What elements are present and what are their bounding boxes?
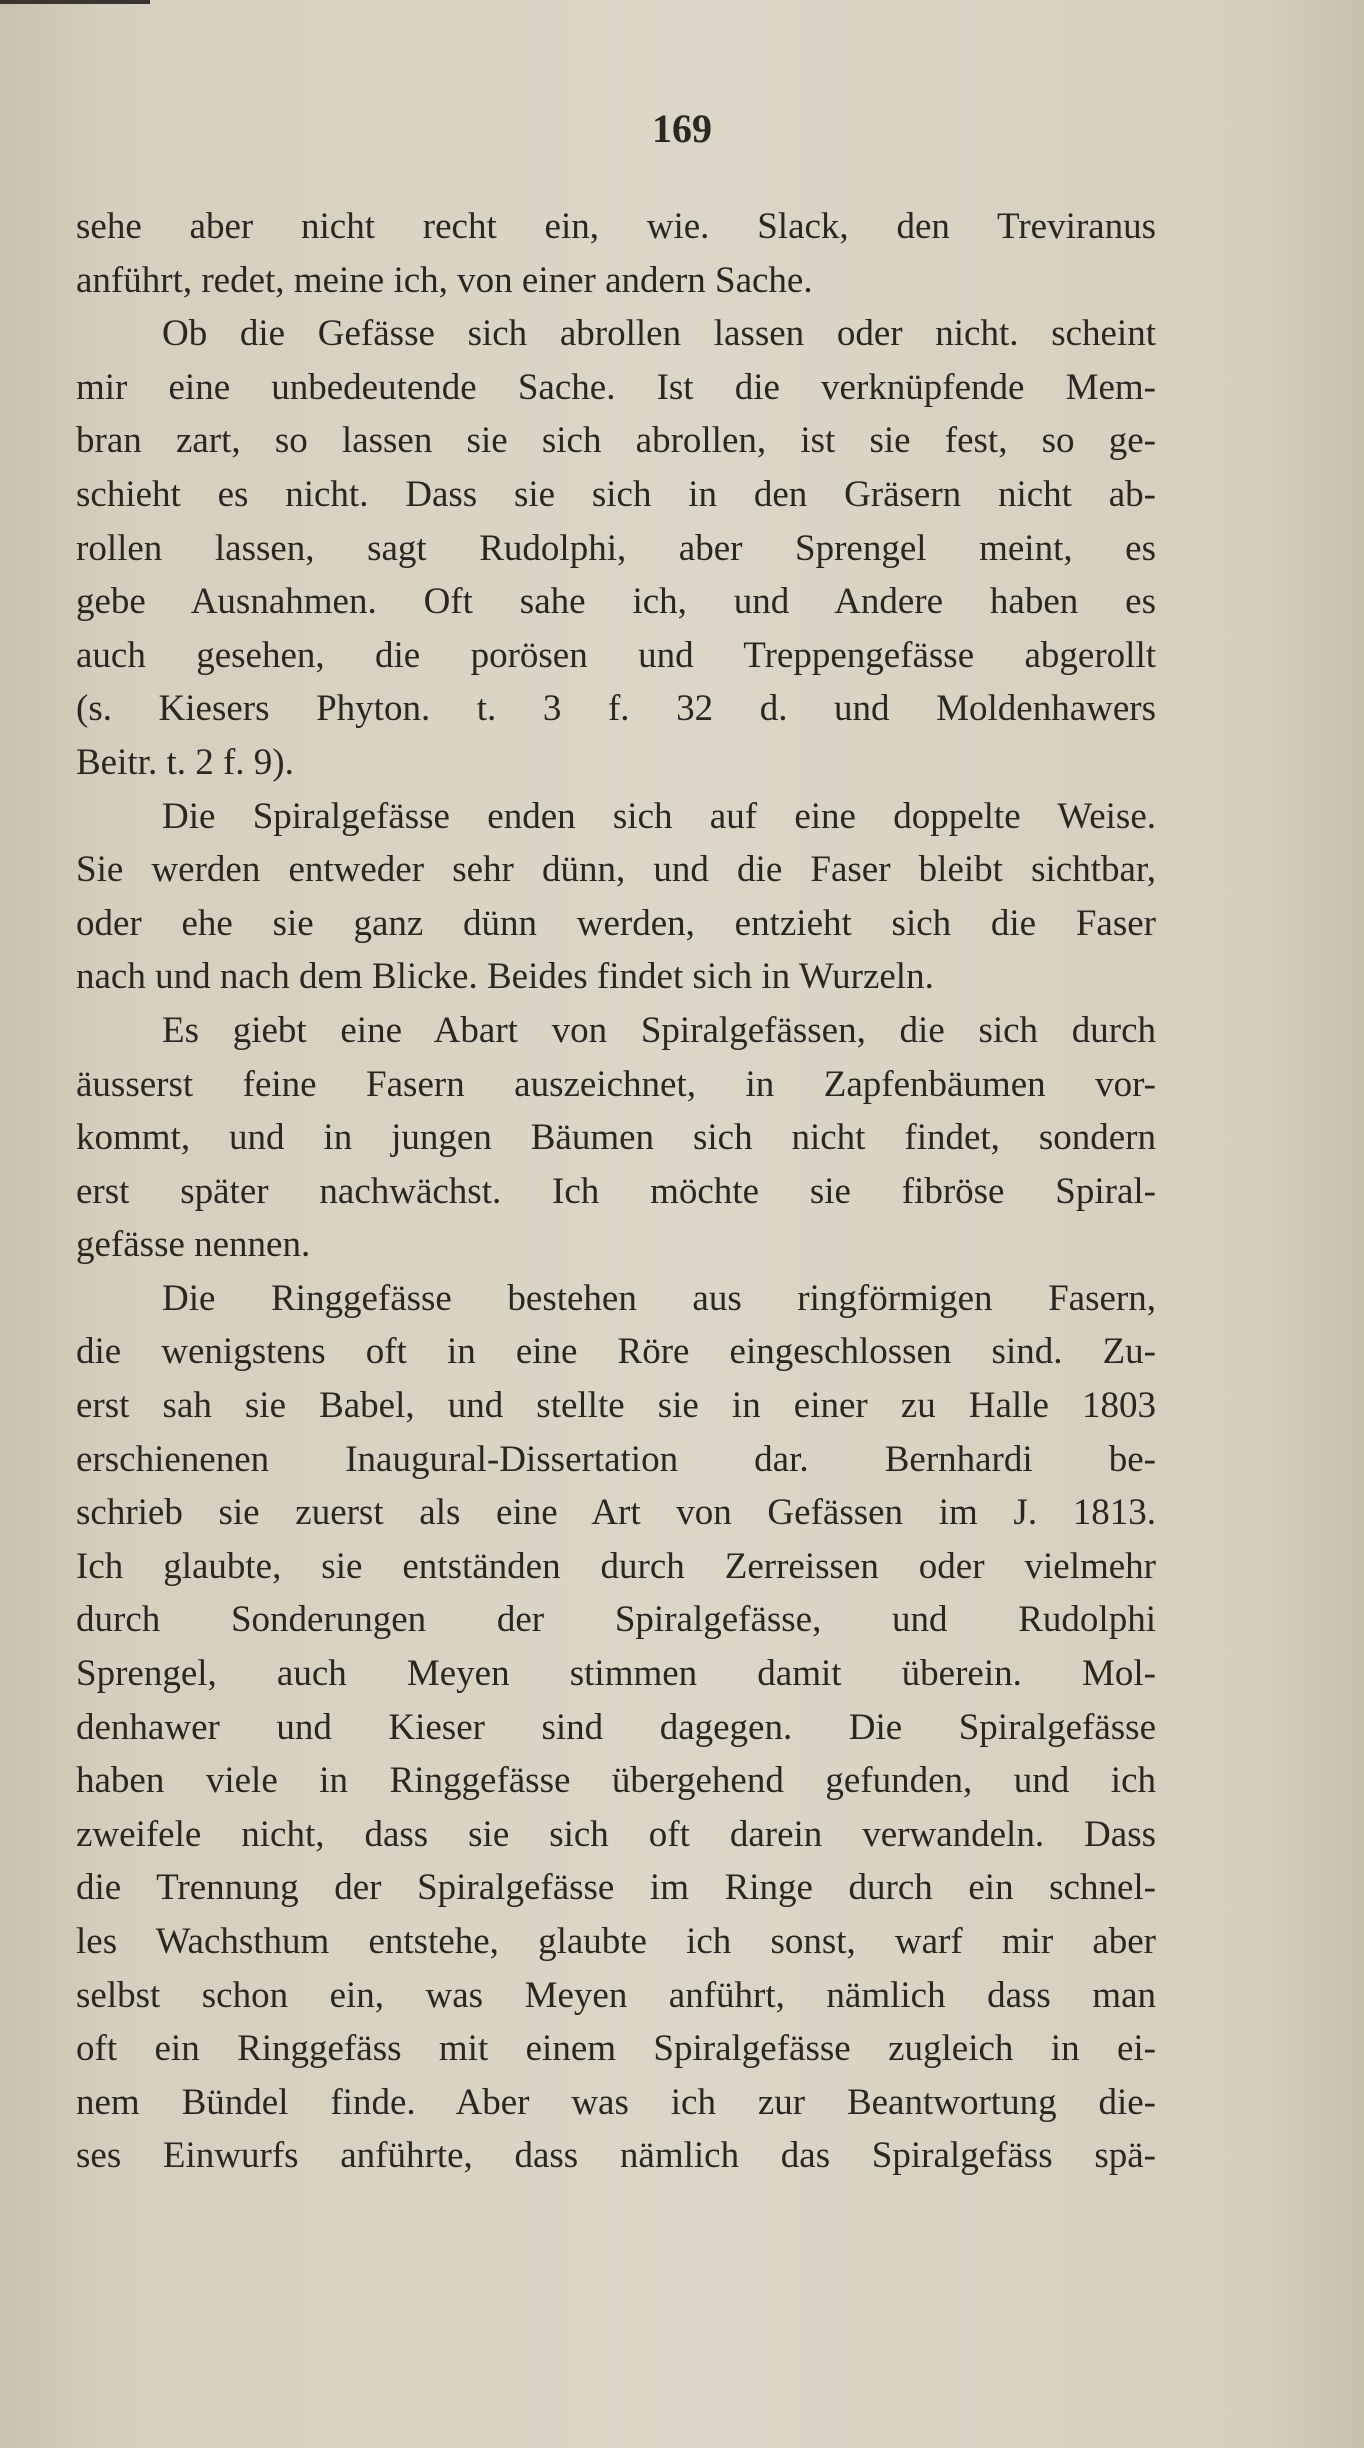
text-line: selbst schon ein, was Meyen anführt, nämlich dass man bbox=[76, 1974, 1156, 2016]
text-line: erst sah sie Babel, und stellte sie in einer zu Halle 1803 bbox=[76, 1385, 1156, 1427]
body-text bbox=[76, 200, 1156, 2183]
text-line: denhawer und Kieser sind dagegen. Die Spiralgefässe bbox=[76, 1706, 1156, 1748]
text-line: die Trennung der Spiralgefässe im Ringe durch ein schnel- bbox=[76, 1867, 1156, 1909]
text-line: zweifele nicht, dass sie sich oft darein verwandeln. Dass bbox=[76, 1813, 1156, 1855]
text-line: durch Sonderungen der Spiralgefässe, und Rudolphi bbox=[76, 1599, 1156, 1641]
text-line: haben viele in Ringgefässe übergehend gefunden, und ich bbox=[76, 1760, 1156, 1802]
text-line: die wenigstens oft in eine Röre eingeschlossen sind. Zu- bbox=[76, 1331, 1156, 1373]
text-line: ses Einwurfs anführte, dass nämlich das Spiralgefäss spä- bbox=[76, 2135, 1156, 2177]
text-line: Die Ringgefässe bestehen aus ringförmigen Fasern, bbox=[162, 1277, 1156, 1319]
text-line: schrieb sie zuerst als eine Art von Gefässen im J. 1813. bbox=[76, 1492, 1156, 1534]
text-line: anführt, redet, meine ich, von einer andern Sache. bbox=[76, 259, 813, 301]
text-line: rollen lassen, sagt Rudolphi, aber Sprengel meint, es bbox=[76, 527, 1156, 569]
text-line: Beitr. t. 2 f. 9). bbox=[76, 741, 294, 783]
text-line: nach und nach dem Blicke. Beides findet sich in Wurzeln. bbox=[76, 956, 934, 998]
text-line: bran zart, so lassen sie sich abrollen, ist sie fest, so ge- bbox=[76, 420, 1156, 462]
top-edge-rule bbox=[0, 0, 150, 4]
text-line: sehe aber nicht recht ein, wie. Slack, den Treviranus bbox=[76, 206, 1156, 247]
text-line: Ich glaubte, sie entständen durch Zerreissen oder vielmehr bbox=[76, 1545, 1156, 1587]
text-line: kommt, und in jungen Bäumen sich nicht findet, sondern bbox=[76, 1117, 1156, 1159]
text-line: gefässe nennen. bbox=[76, 1224, 311, 1266]
text-line: mir eine unbedeutende Sache. Ist die verknüpfende Mem- bbox=[76, 366, 1156, 408]
page-number: 169 bbox=[652, 106, 712, 151]
text-line: les Wachsthum entstehe, glaubte ich sonst, warf mir aber bbox=[76, 1921, 1156, 1962]
text-line: schieht es nicht. Dass sie sich in den Gräsern nicht ab- bbox=[76, 473, 1156, 515]
text-line: erst später nachwächst. Ich möchte sie fibröse Spiral- bbox=[76, 1170, 1156, 1212]
text-line: oder ehe sie ganz dünn werden, entzieht sich die Faser bbox=[76, 902, 1156, 944]
text-line: äusserst feine Fasern auszeichnet, in Zapfenbäumen vor- bbox=[76, 1063, 1156, 1105]
text-line: erschienenen Inaugural-Dissertation dar. Bernhardi be- bbox=[76, 1438, 1156, 1480]
text-line: (s. Kiesers Phyton. t. 3 f. 32 d. und Moldenhawers bbox=[76, 688, 1156, 730]
text-line: auch gesehen, die porösen und Treppengefässe abgerollt bbox=[76, 634, 1156, 676]
text-line: nem Bündel finde. Aber was ich zur Beantwortung die- bbox=[76, 2081, 1156, 2123]
text-line: Sprengel, auch Meyen stimmen damit überein. Mol- bbox=[76, 1653, 1156, 1695]
text-line: Die Spiralgefässe enden sich auf eine doppelte Weise. bbox=[162, 795, 1156, 837]
text-line: gebe Ausnahmen. Oft sahe ich, und Andere haben es bbox=[76, 581, 1156, 623]
text-line: Ob die Gefässe sich abrollen lassen oder nicht. scheint bbox=[162, 313, 1156, 355]
text-line: oft ein Ringgefäss mit einem Spiralgefässe zugleich in ei- bbox=[76, 2028, 1156, 2070]
text-line: Es giebt eine Abart von Spiralgefässen, die sich durch bbox=[162, 1009, 1156, 1051]
text-line: Sie werden entweder sehr dünn, und die Faser bleibt sichtbar, bbox=[76, 849, 1156, 891]
